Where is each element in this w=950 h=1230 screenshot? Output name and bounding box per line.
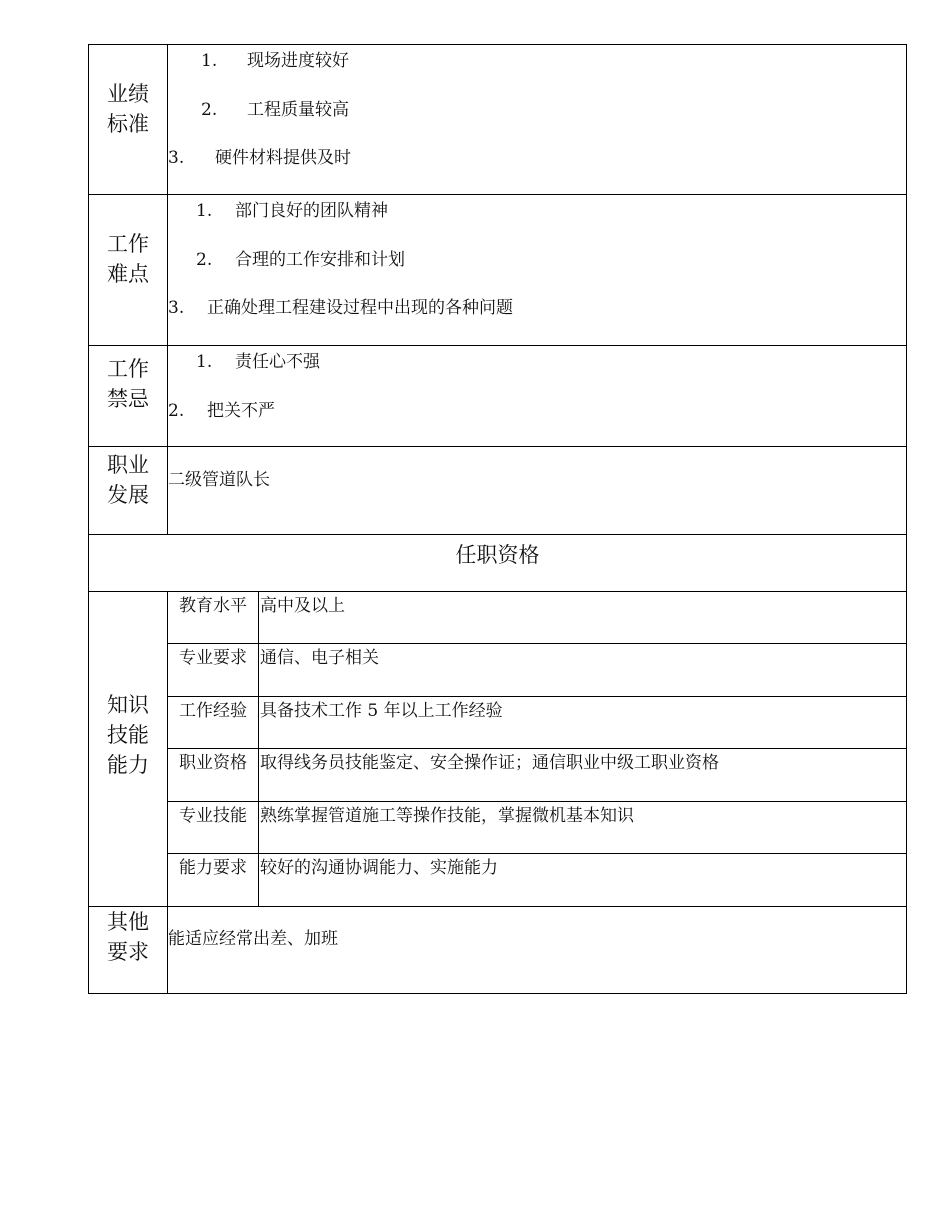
career-text: 二级管道队长 — [168, 470, 270, 490]
work-taboos-label: 工作 禁忌 — [89, 346, 168, 446]
work-difficulties-row — [89, 195, 906, 346]
work-difficulties-content — [168, 195, 906, 345]
list-item: 1. 责任心不强 — [196, 352, 320, 372]
work-taboos-row — [89, 346, 906, 447]
performance-standards-row — [89, 45, 906, 195]
career-development-content — [168, 447, 906, 534]
table-row: 专业技能 熟练掌握管道施工等操作技能，掌握微机基本知识 — [168, 802, 906, 854]
list-item: 2. 工程质量较高 — [201, 100, 349, 120]
list-item: 3. 正确处理工程建设过程中出现的各种问题 — [168, 298, 513, 318]
list-item: 3. 硬件材料提供及时 — [168, 148, 351, 168]
other-requirements-row — [89, 907, 906, 993]
career-development-label: 职业 发展 — [89, 447, 168, 534]
table-row: 工作经验 具备技术工作 5 年以上工作经验 — [168, 697, 906, 749]
table-row: 职业资格 取得线务员技能鉴定、安全操作证；通信职业中级工职业资格 — [168, 749, 906, 802]
performance-standards-content — [168, 45, 906, 194]
work-difficulties-label: 工作 难点 — [89, 195, 168, 345]
list-item: 1. 现场进度较好 — [201, 51, 349, 71]
other-requirements-label: 其他 要求 — [89, 907, 168, 993]
career-development-row — [89, 447, 906, 535]
other-requirements-content — [168, 907, 906, 993]
list-item: 2. 把关不严 — [168, 401, 275, 421]
table-row: 能力要求 较好的沟通协调能力、实施能力 — [168, 854, 906, 907]
knowledge-skills-label: 知识 技能 能力 — [89, 592, 168, 906]
work-taboos-content — [168, 346, 906, 446]
performance-standards-label: 业绩 标准 — [89, 45, 168, 194]
qualifications-header-row — [89, 535, 906, 592]
table-row: 教育水平 高中及以上 — [168, 592, 906, 644]
section-title: 任职资格 — [455, 543, 540, 567]
table-row: 专业要求 通信、电子相关 — [168, 644, 906, 697]
other-text: 能适应经常出差、加班 — [168, 929, 338, 949]
job-description-table — [88, 44, 907, 994]
list-item: 2. 合理的工作安排和计划 — [196, 250, 405, 270]
knowledge-skills-row — [89, 592, 906, 907]
list-item: 1. 部门良好的团队精神 — [196, 201, 388, 221]
